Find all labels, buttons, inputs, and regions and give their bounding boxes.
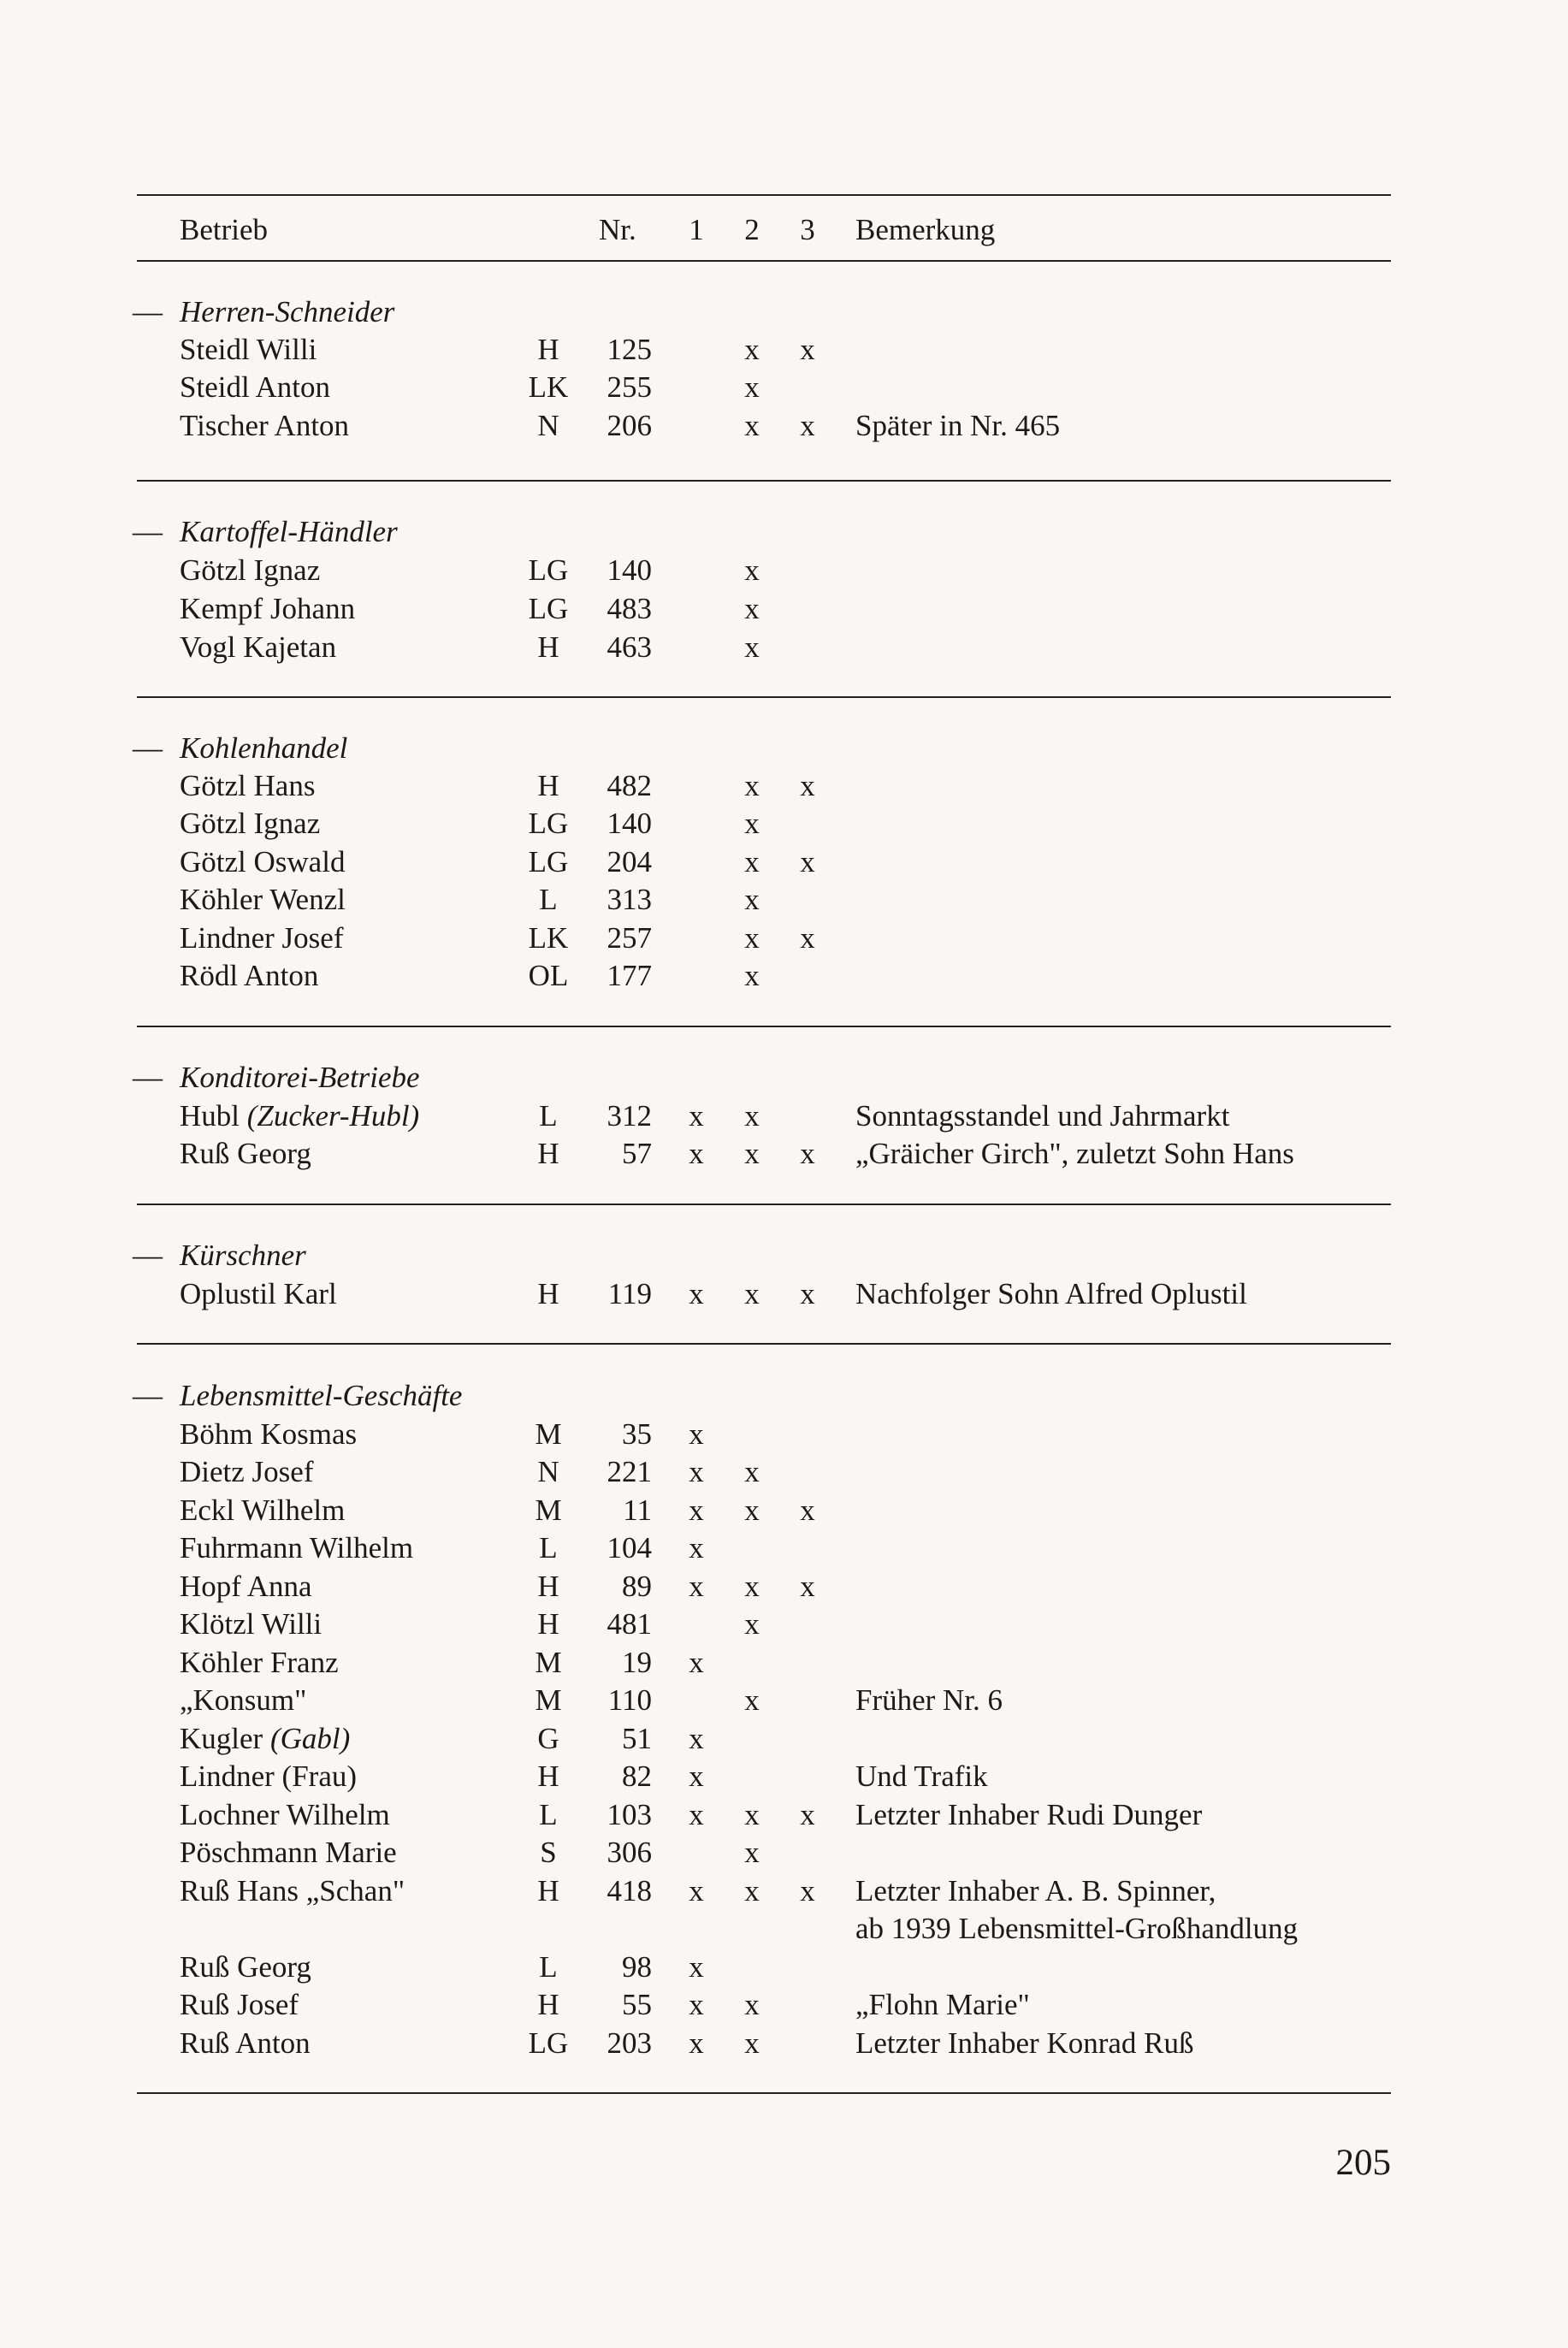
mark-col-1: x [689,1570,704,1603]
business-name-text: Kempf Johann [180,592,356,625]
business-name [180,369,330,406]
mark-col-2: x [744,921,760,955]
mark-col-2: x [744,1277,760,1310]
house-number: 204 [606,845,652,878]
mark-col-2: x [744,959,760,992]
business-name [180,1644,339,1682]
mark-col-2: x [744,769,760,802]
mark-col-1: x [689,1950,704,1984]
location-code: H [537,1760,559,1793]
mark-col-2: x [744,2026,760,2060]
house-number: 103 [606,1798,652,1831]
mark-col-2: x [744,630,760,664]
section-title: Konditorei-Betriebe [180,1061,420,1094]
business-name-text: Ruß Anton [180,2026,311,2060]
location-code: LK [528,370,569,404]
house-number: 140 [606,553,652,587]
house-number: 221 [606,1455,652,1488]
business-name-text: Hubl [180,1099,247,1133]
business-name-text: Dietz Josef [180,1455,314,1488]
remark: Letzter Inhaber Konrad Ruß [855,2026,1194,2060]
business-name-text: Oplustil Karl [180,1277,337,1310]
business-name-text: Fuhrmann Wilhelm [180,1531,414,1564]
location-code: N [537,409,559,442]
business-name [180,2025,311,2062]
house-number: 110 [607,1683,652,1717]
house-number: 257 [606,921,652,955]
mark-col-2: x [744,845,760,878]
business-nickname: (Gabl) [269,1722,351,1755]
location-code: H [537,630,559,664]
location-code: LG [528,592,569,625]
section-rule [137,480,1391,482]
remark: Sonntagsstandel und Jahrmarkt [855,1099,1230,1133]
location-code: H [537,1874,559,1907]
mark-col-2: x [744,1493,760,1527]
business-name [180,1529,413,1567]
remark: Letzter Inhaber A. B. Spinner, [855,1874,1216,1907]
remark: „Flohn Marie" [855,1988,1030,2021]
section-title: Lebensmittel-Geschäfte [180,1379,463,1412]
house-number: 89 [622,1570,652,1603]
business-name-text: Klötzl Willi [180,1607,322,1641]
house-number: 51 [622,1722,652,1755]
business-name [180,331,317,369]
section-title: Herren-Schneider [180,295,395,328]
location-code: L [539,1531,558,1564]
mark-col-1: x [689,1531,704,1564]
location-code: L [539,1099,558,1133]
location-code: H [537,1277,559,1310]
house-number: 82 [622,1760,652,1793]
section-rule [137,2092,1391,2094]
business-name-text: Ruß Hans „Schan" [180,1874,405,1907]
mark-col-2: x [744,1137,760,1170]
business-name-text: Ruß Josef [180,1988,299,2021]
location-code: H [537,1607,559,1641]
business-name [180,1986,299,2024]
mark-col-2: x [744,333,760,366]
mark-col-1: x [689,1874,704,1907]
house-number: 98 [622,1950,652,1984]
header-col-3: 3 [800,213,815,246]
house-number: 482 [606,769,652,802]
business-name-text: Ruß Georg [180,1137,311,1170]
mark-col-3: x [800,1137,815,1170]
business-name-text: Kugler [180,1722,270,1755]
house-number: 418 [606,1874,652,1907]
mark-col-1: x [689,1722,704,1755]
house-number: 19 [622,1646,652,1679]
mark-col-2: x [744,1988,760,2021]
business-name [180,1720,350,1758]
mark-col-1: x [689,1455,704,1488]
business-name [180,1453,313,1491]
business-name [180,1872,405,1910]
remark: „Gräicher Girch", zuletzt Sohn Hans [855,1137,1294,1170]
section-rule [137,1343,1391,1345]
business-name-text: Böhm Kosmas [180,1417,358,1451]
remark: Und Trafik [855,1760,988,1793]
page-number: 205 [1335,2143,1391,2183]
mark-col-3: x [800,333,815,366]
house-number: 206 [606,409,652,442]
mark-col-2: x [744,883,760,916]
table-top-rule [137,194,1391,196]
house-number: 55 [622,1988,652,2021]
business-name-text: Ruß Georg [180,1950,311,1984]
business-name [180,957,318,995]
section-dash: — [133,1379,163,1412]
mark-col-2: x [744,1874,760,1907]
business-name-text: Götzl Ignaz [180,807,321,840]
mark-col-2: x [744,1607,760,1641]
business-name [180,1682,306,1719]
section-dash: — [133,1061,163,1094]
business-name [180,805,320,843]
mark-col-2: x [744,1683,760,1717]
location-code: M [535,1417,562,1451]
mark-col-3: x [800,1493,815,1527]
location-code: LG [528,2026,569,2060]
header-bottom-rule [137,260,1391,262]
house-number: 177 [606,959,652,992]
mark-col-3: x [800,921,815,955]
section-rule [137,696,1391,698]
house-number: 483 [606,592,652,625]
location-code: LG [528,553,569,587]
business-name-text: Lindner (Frau) [180,1760,358,1793]
section-rule [137,1026,1391,1027]
mark-col-1: x [689,1277,704,1310]
location-code: LG [528,807,569,840]
house-number: 125 [606,333,652,366]
mark-col-3: x [800,769,815,802]
location-code: G [537,1722,559,1755]
header-bemerkung: Bemerkung [855,213,996,246]
location-code: M [535,1646,562,1679]
mark-col-2: x [744,1455,760,1488]
business-name [180,1796,390,1834]
section-title: Kartoffel-Händler [180,515,398,548]
location-code: H [537,769,559,802]
mark-col-3: x [800,1277,815,1310]
mark-col-2: x [744,1099,760,1133]
remark: Später in Nr. 465 [855,409,1061,442]
location-code: L [539,1950,558,1984]
house-number: 57 [622,1137,652,1170]
business-name-text: Köhler Franz [180,1646,339,1679]
location-code: L [539,1798,558,1831]
mark-col-2: x [744,1836,760,1869]
business-name [180,407,349,445]
section-dash: — [133,731,163,765]
business-name-text: Tischer Anton [180,409,350,442]
mark-col-1: x [689,2026,704,2060]
mark-col-3: x [800,1570,815,1603]
remark: Letzter Inhaber Rudi Dunger [855,1798,1203,1831]
business-name-text: Vogl Kajetan [180,630,337,664]
location-code: H [537,1570,559,1603]
section-title: Kürschner [180,1239,306,1272]
location-code: H [537,1137,559,1170]
business-name-text: Köhler Wenzl [180,883,346,916]
location-code: N [537,1455,559,1488]
location-code: S [540,1836,557,1869]
mark-col-2: x [744,1570,760,1603]
house-number: 313 [606,883,652,916]
business-name-text: Götzl Hans [180,769,316,802]
header-col-1: 1 [689,213,704,246]
house-number: 312 [606,1099,652,1133]
mark-col-2: x [744,370,760,404]
house-number: 481 [606,1607,652,1641]
mark-col-3: x [800,1874,815,1907]
location-code: L [539,883,558,916]
mark-col-1: x [689,1493,704,1527]
house-number: 104 [606,1531,652,1564]
business-name [180,1135,311,1173]
location-code: OL [528,959,569,992]
business-name [180,881,346,919]
location-code: M [535,1683,562,1717]
business-name [180,1416,357,1453]
business-name [180,552,320,589]
header-nr: Nr. [599,213,636,246]
business-name [180,767,315,805]
business-name [180,1275,337,1313]
business-name [180,629,336,666]
mark-col-2: x [744,409,760,442]
house-number: 463 [606,630,652,664]
mark-col-1: x [689,1417,704,1451]
business-name-text: „Konsum" [180,1683,307,1717]
business-name [180,920,343,957]
mark-col-1: x [689,1798,704,1831]
business-name [180,1097,419,1135]
house-number: 35 [622,1417,652,1451]
location-code: H [537,1988,559,2021]
mark-col-3: x [800,845,815,878]
business-name [180,843,345,881]
house-number: 306 [606,1836,652,1869]
mark-col-2: x [744,553,760,587]
header-col-2: 2 [744,213,760,246]
location-code: LK [528,921,569,955]
mark-col-1: x [689,1988,704,2021]
header-betrieb: Betrieb [180,213,269,246]
mark-col-3: x [800,1798,815,1831]
location-code: H [537,333,559,366]
mark-col-1: x [689,1646,704,1679]
mark-col-3: x [800,409,815,442]
business-name-text: Götzl Ignaz [180,553,321,587]
section-title: Kohlenhandel [180,731,348,765]
business-name-text: Eckl Wilhelm [180,1493,346,1527]
house-number: 255 [606,370,652,404]
remark-continued: ab 1939 Lebensmittel-Großhandlung [855,1912,1299,1945]
business-name [180,1568,312,1606]
mark-col-2: x [744,1798,760,1831]
business-name [180,1834,397,1872]
location-code: LG [528,845,569,878]
business-name [180,590,355,628]
business-name-text: Hopf Anna [180,1570,312,1603]
business-name [180,1758,357,1795]
remark: Nachfolger Sohn Alfred Oplustil [855,1277,1247,1310]
business-name-text: Lochner Wilhelm [180,1798,390,1831]
business-name-text: Pöschmann Marie [180,1836,397,1869]
business-name [180,1492,345,1529]
business-name-text: Götzl Oswald [180,845,346,878]
house-number: 11 [623,1493,652,1527]
remark: Früher Nr. 6 [855,1683,1003,1717]
business-name [180,1949,311,1986]
location-code: M [535,1493,562,1527]
business-name-text: Lindner Josef [180,921,344,955]
mark-col-2: x [744,592,760,625]
business-name [180,1606,322,1643]
business-name-text: Steidl Willi [180,333,317,366]
business-nickname: (Zucker-Hubl) [246,1099,420,1133]
mark-col-1: x [689,1760,704,1793]
section-dash: — [133,515,163,548]
mark-col-2: x [744,807,760,840]
section-dash: — [133,295,163,328]
section-rule [137,1204,1391,1205]
business-name-text: Steidl Anton [180,370,330,404]
mark-col-1: x [689,1137,704,1170]
mark-col-1: x [689,1099,704,1133]
house-number: 119 [607,1277,652,1310]
section-dash: — [133,1239,163,1272]
business-name-text: Rödl Anton [180,959,319,992]
house-number: 140 [606,807,652,840]
house-number: 203 [606,2026,652,2060]
